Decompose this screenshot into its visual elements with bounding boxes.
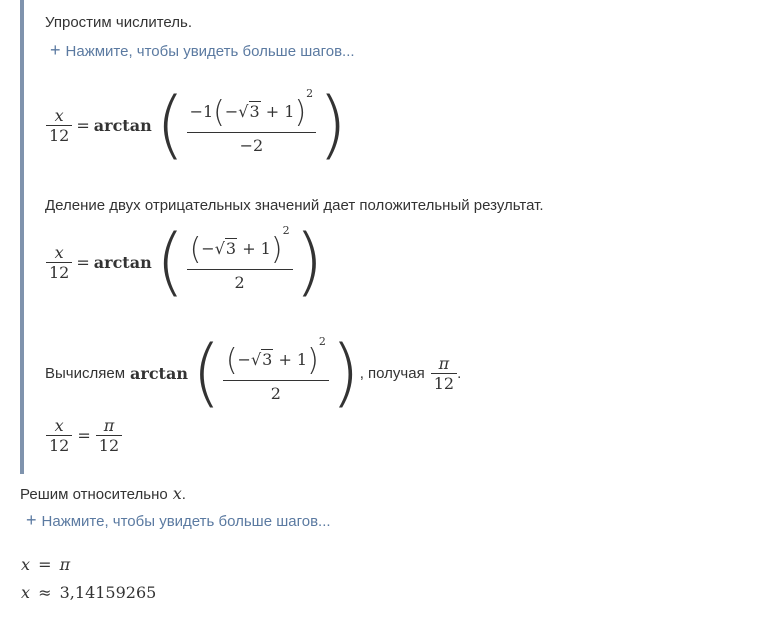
left-paren: ( — [191, 330, 221, 416]
equation-3: $\frac{x}{12}$ = $\frac{\pi}{12}$ — [46, 416, 122, 455]
frac-x-over-12: $\frac{x}{12}$ — [46, 243, 72, 282]
frac-x-over-12: $\frac{x}{12}$ — [46, 106, 72, 145]
right-paren: ) — [330, 330, 360, 416]
fraction-main: $\frac{(-√3 + 1)^2}{2}$ — [223, 343, 329, 403]
sqrt-three: √3 — [238, 102, 260, 121]
step-evaluate: Вычисляем arctan ( $\frac{(-√3 + 1)^2}{2}$ ) , получая $\frac{\pi}{12}$ . — [45, 330, 462, 416]
more-steps-label-1: Нажмите, чтобы увидеть больше шагов... — [65, 43, 355, 60]
frac-pi-over-12: $\frac{\pi}{12}$ — [431, 354, 457, 393]
step-group-bar — [20, 0, 24, 474]
arctan-fn: arctan — [93, 115, 152, 135]
frac-pi-over-12: $\frac{\pi}{12}$ — [96, 416, 122, 455]
fraction-main: $\frac{-1(-√3 + 1)^2}{-2}$ — [187, 95, 317, 155]
arctan-fn: arctan — [93, 252, 152, 272]
step-solve: Решим относительно x . — [20, 484, 186, 503]
equation-1: $\frac{x}{12}$ = arctan ( $\frac{-1(-√3 + 1)^2}{-2}$ ) — [46, 82, 347, 168]
result-approx: x ≈ 3,14159265 — [21, 583, 157, 602]
fraction-main: $\frac{(-√3 + 1)^2}{2}$ — [187, 232, 293, 292]
frac-x-over-12: $\frac{x}{12}$ — [46, 416, 72, 455]
step-text-simplify: Упростим числитель. — [45, 14, 192, 31]
plus-icon: + — [50, 40, 61, 60]
left-paren: ( — [155, 219, 185, 305]
plus-icon: + — [26, 510, 37, 530]
more-steps-label-2: Нажмите, чтобы увидеть больше шагов... — [41, 513, 331, 530]
more-steps-link-1[interactable] — [50, 40, 355, 61]
result-exact: x = π — [21, 555, 71, 574]
sqrt-three: √3 — [214, 239, 237, 258]
sqrt-three: √3 — [250, 350, 273, 369]
more-steps-link-2[interactable] — [26, 510, 331, 531]
step-text-divide: Деление двух отрицательных значений дает положительный результат. — [45, 197, 544, 214]
left-paren: ( — [155, 82, 185, 168]
right-paren: ) — [318, 82, 348, 168]
right-paren: ) — [294, 219, 324, 305]
equation-2: $\frac{x}{12}$ = arctan ( $\frac{(-√3 + 1)^2}{2}$ ) — [46, 220, 323, 304]
